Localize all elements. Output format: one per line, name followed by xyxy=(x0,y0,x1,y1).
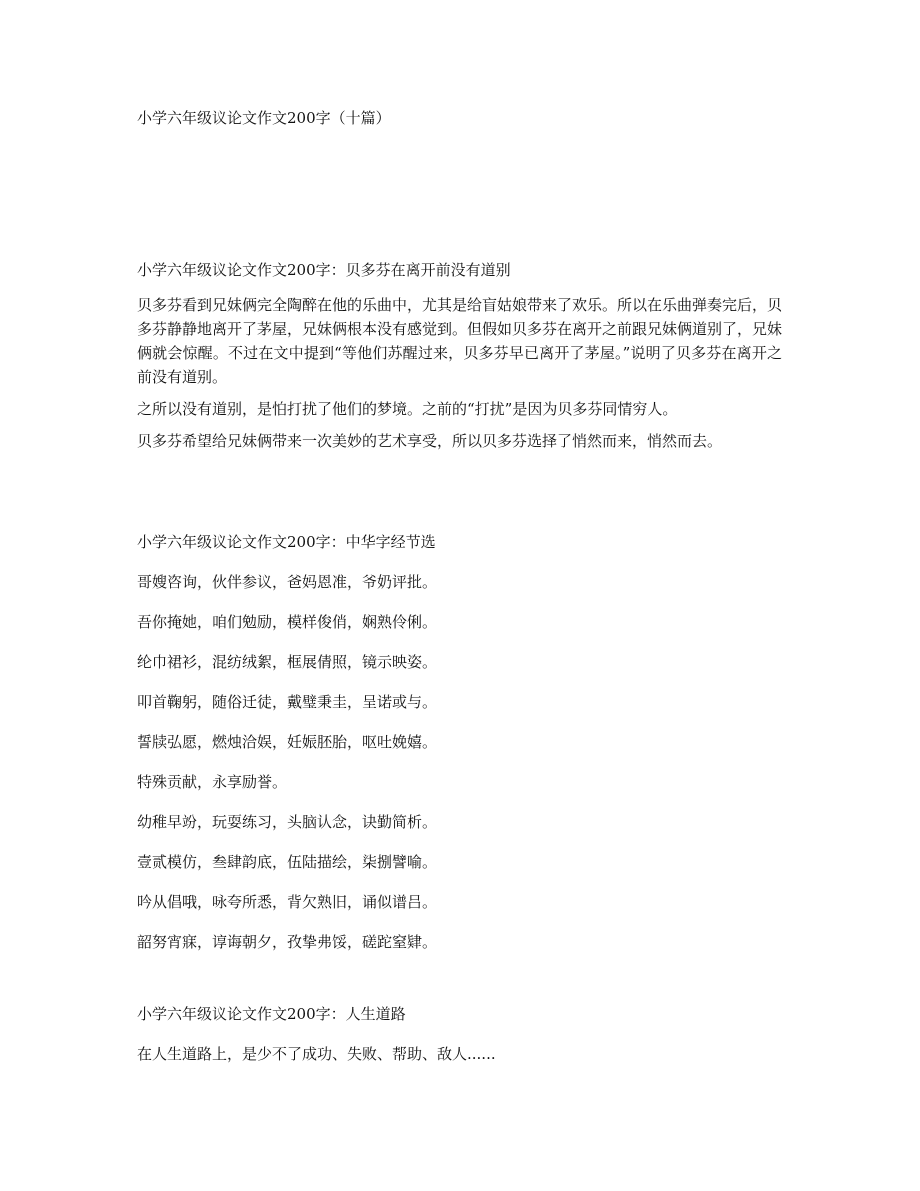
section-zhonghua-zijing xyxy=(137,532,787,952)
paragraph: 贝多芬看到兄妹俩完全陶醉在他的乐曲中，尤其是给盲姑娘带来了欢乐。所以在乐曲弹奏完后，贝多芬静静地离开了茅屋，兄妹俩根本没有感觉到。但假如贝多芬在离开之前跟兄妹俩道别了，兄妹俩就会惊醒。不过在文中提到“等他们苏醒过来，贝多芬早已离开了茅屋。”说明了贝多芬在离开之前没有道别。 xyxy=(137,296,783,386)
paragraph: 贝多芬希望给兄妹俩带来一次美妙的艺术享受，所以贝多芬选择了悄然而来，悄然而去。 xyxy=(137,432,723,450)
paragraph: 在人生道路上，是少不了成功、失败、帮助、敌人...... xyxy=(137,1045,496,1063)
section-beethoven xyxy=(137,260,787,453)
verse-line: 吟从倡哦，咏夸所悉，背欠熟旧，诵似谱吕。 xyxy=(137,893,438,911)
document-title: 小学六年级议论文作文200字（十篇） xyxy=(137,109,391,127)
paragraph: 之所以没有道别，是怕打扰了他们的梦境。之前的“打扰”是因为贝多芬同情穷人。 xyxy=(137,400,678,418)
verse-line: 纶巾裙衫，混纺绒絮，框展倩照，镜示映姿。 xyxy=(137,653,438,671)
verse-line: 吾你掩她，咱们勉励，模样俊俏，娴熟伶俐。 xyxy=(137,613,438,631)
verse-line: 壹贰模仿，叁肆韵底，伍陆描绘，柒捌譬喻。 xyxy=(137,853,438,871)
section-life-road xyxy=(137,1004,787,1064)
verse-line: 哥嫂咨询，伙伴参议，爸妈恩准，爷奶评批。 xyxy=(137,573,438,591)
verse-line: 韶努宵寐，谆诲朝夕，孜挚弗馁，磋跎窒肄。 xyxy=(137,933,438,951)
verse-line: 特殊贡献，永享励誉。 xyxy=(137,773,288,791)
verse-line: 叩首鞠躬，随俗迁徒，戴璧秉圭，呈诺或与。 xyxy=(137,693,438,711)
section-heading: 小学六年级议论文作文200字：人生道路 xyxy=(137,1005,406,1023)
verse-line: 誓牍弘愿，燃烛洽娱，妊娠胚胎，呕吐娩嬉。 xyxy=(137,733,438,751)
verse-line: 幼稚早竕，玩耍练习，头脑认念，诀勤简析。 xyxy=(137,813,438,831)
section-heading: 小学六年级议论文作文200字：贝多芬在离开前没有道别 xyxy=(137,261,511,279)
section-heading: 小学六年级议论文作文200字：中华字经节选 xyxy=(137,533,436,551)
